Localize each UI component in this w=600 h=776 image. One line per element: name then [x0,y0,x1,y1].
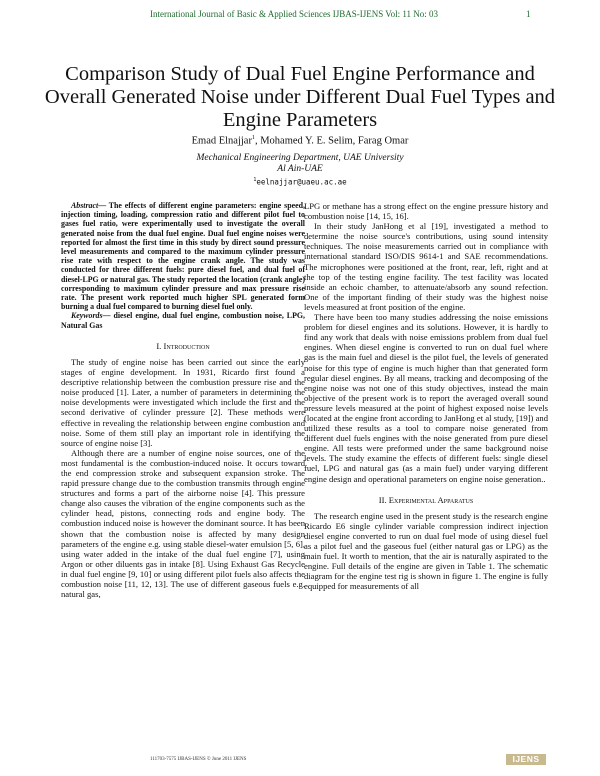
affiliation-department: Mechanical Engineering Department, UAE University [196,153,404,163]
paragraph: LPG or methane has a strong effect on the engine pressure history and combustion noise [14, 15, 16]. [304,201,548,222]
affiliation-city: Al Ain-UAE [277,164,323,174]
right-column [304,201,548,591]
paragraph: In their study JanHong et al [19], investigated a method to determine the noise source's contributions, using sound intensity techniques. The noise measurements carried out in compliance with international standard ISO/DIS 9614-1 and SAE recommendations. The microphones were positioned at the front, rear, left, right and at the top of the testing engine facility. The test facility was located inside an echoic chamber, to attenuate/absorb any sound refection. One of the important finding of their study was the highest noise levels measured at front position of the engine. [304,221,548,312]
paragraph: Although there are a number of engine noise sources, one of the most fundamental is the combustion-induced noise. It occurs toward the end compression stroke and subsequent expansion stroke. The rapid pressure change due to the combustion transmits through engine structures and forms a part of the airborne noise [4]. This pressure change also causes the vibration of the engine components such as the cylinder head, pistons, connecting rods and engine body. The combustion induced noise is however the dominant source. It has been shown that the combustion noise is affected by many design parameters of the engine e.g. using stable diesel-water emulsion [5, 6], using water added in the intake of the dual fuel engine [7], using Argon or other diluents gas in intake [8]. Using Exhaust Gas Recycle in dual fuel engine [9, 10] or using different pilot fuels also affects the combustion noise [11, 12, 13]. The use of different gaseous fuels e.g. natural gas, [61,447,305,600]
email-address: eelnajjar@uaeu.ac.ae [256,177,347,187]
section-heading-introduction [61,341,305,351]
page-number: 1 [526,9,531,19]
left-column [61,201,305,599]
paragraph: The research engine used in the present study is the research engine Ricardo E6 single cylinder variable compression indirect injection diesel engine converted to run on dual fuel mode of using diesel fuel as a pilot fuel and the gaseous fuel (either natural gas or LPG) as the main fuel. It worth to mention, that the air is naturally aspirated to the engine. Full details of the engine are given in Table 1. The schematic diagram for the engine test rig is shown in figure 1. The engine is fully equipped for measurements of all [304,510,548,592]
paper-title: Comparison Study of Dual Fuel Engine Performance and Overall Generated Noise under Different Dual Fuel Types and Engine Parameters [44,63,556,131]
journal-logo: IJENS [506,754,546,765]
paragraph: The study of engine noise has been carried out since the early stages of engine development. In 1931, Ricardo first found a descriptive relationship between the combustion pressure rise and the noise produced [1]. Later, a number of parameters in determining the noise developments were investigated which include the first and the second derivative of cylinder pressure [2]. These methods were effective in revealing the relationship between engine combustion and noise. Some of them still play an important role in identifying the source of engine noise [3]. [61,356,305,448]
email-mark: 1 [253,177,257,183]
footer-copyright: 111703-7575 IJBAS-IJENS © June 2011 IJENS [150,757,247,762]
author-line [0,135,600,147]
section-title: Introduction [163,340,210,351]
other-authors: , Mohamed Y. E. Selim, Farag Omar [254,135,409,147]
running-header [0,9,600,27]
affiliation [0,153,600,175]
section-number: II. [378,494,387,505]
paragraph: There have been too many studies addressing the noise emissions problem for diesel engines and its solutions. However, it is hardly to find any work that deals with noise emissions problem from dual fuel engines. When diesel engine is converted to run on dual fuel where gas is the main fuel and diesel is the pilot fuel, the levels of generated noise for this type of engine is much higher than that generated form regular diesel engines. By all means, tracking and decomposing of the engine noise was not one of this study objectives, instead the main objective of the present work is to report the averaged overall sound pressure levels measured at the point of highest exposed noise levels (located at the engine front according to JanHong et al study, [19]) and utilized these results as a tool to compare noise generated from different duel fuels engines with the noise generated from pure diesel engine. All tests were preformed under the same background noise levels. The study examine the effects of different fuels: single diesel fuel, LPG and natural gas (as a main fuel) under varying different engine design and operational parameters on engine noise generation.. [304,312,548,484]
section-heading-experimental-apparatus [304,495,548,505]
keywords-label: Keywords [71,311,103,321]
keywords-text: — diesel engine, dual fuel engine, combustion noise, LPG, Natural Gas [61,311,305,330]
journal-title: International Journal of Basic & Applied Sciences IJBAS-IJENS Vol: 11 No: 03 [150,9,439,19]
keywords [61,311,305,329]
author-email [0,177,600,187]
abstract-text: — The effects of different engine parameters: engine speed, injection timing, loading, compression ratio and different pilot fuel to gases fuel ratio, were experimentally used to investigate the overall generated noise from the dual fuel engine. Dual fuel engine noises were reported for almost the first time in this study by direct sound pressure level measurements and compared to the maximum cylinder pressure rise rate with respect to the engine crank angle. The study was conducted for three different fuels: pure diesel fuel, and dual fuel of diesel-LPG or natural gas. The study reported the location (crank angle) corresponding to maximum cylinder pressure and max pressure rise rate. The present work reported much higher SPL generated form burning a dual fuel compared to burning diesel fuel only. [61,201,305,312]
section-title: Experimental Apparatus [388,494,474,505]
first-author: Emad Elnajjar [191,135,252,147]
section-number: I. [156,340,162,351]
abstract [61,201,305,311]
abstract-label: Abstract [71,201,99,210]
author-affiliation-mark: 1 [251,135,255,141]
